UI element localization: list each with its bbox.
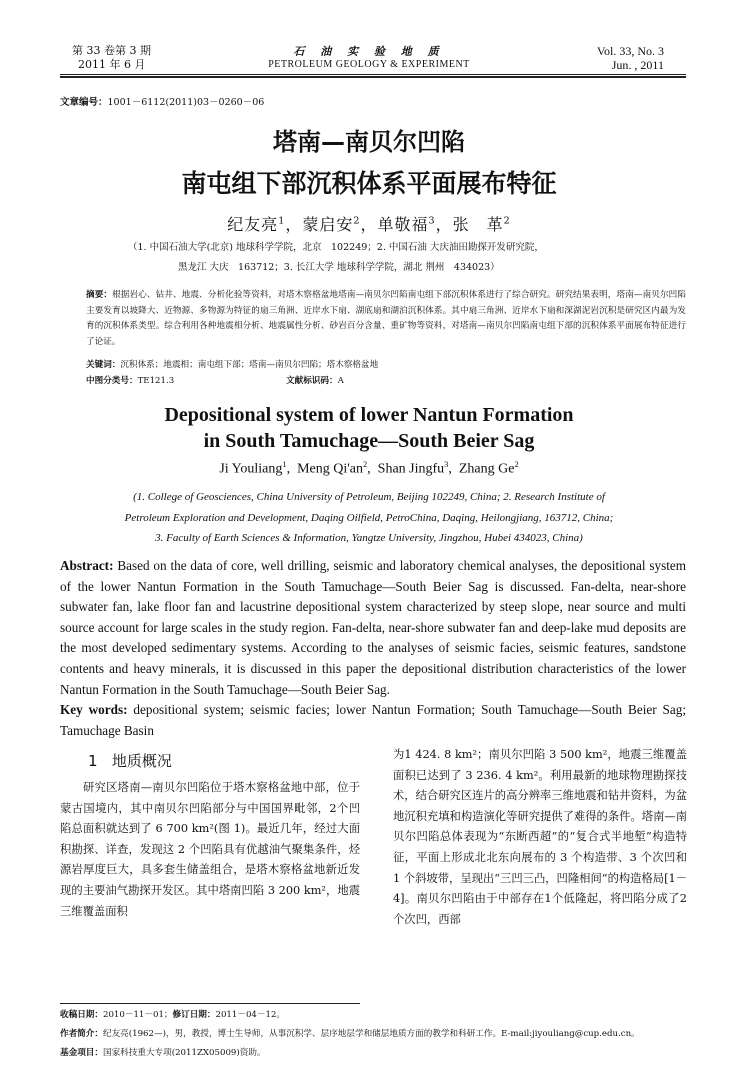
footnote-rule [60,1003,360,1004]
document-code-label: 文献标识码： [286,376,338,386]
author-en: Ji Youliang [219,461,283,477]
author-cn: 单敬福 [377,215,429,234]
section-number: 1 [88,752,98,770]
abstract-cn-label: 摘要： [86,290,113,300]
keywords-cn-label: 关键词： [86,360,121,370]
author-en: Shan Jingfu [377,461,445,477]
author-affil-sup: 2 [353,215,361,227]
author-affil-sup: 1 [278,215,286,227]
article-number-value: 1001－6112(2011)03－0260－06 [107,97,265,108]
clc-value: TE121.3 [137,376,175,386]
keywords-cn [86,358,686,374]
date-en: Jun. , 2011 [611,58,664,72]
section-title: 地质概况 [111,752,172,770]
author-affil-sup: 3 [428,215,436,227]
footnote-dates [60,1006,285,1025]
affiliation-cn-line2: 黑龙江 大庆 163712；3. 长江大学 地球科学学院，湖北 荆州 434023） [178,262,500,273]
author-en: Zhang Ge [458,461,515,477]
footnote-author [60,1025,640,1044]
volume-issue-cn: 第 33 卷第 3 期 [72,44,151,57]
body-column-left: 研究区塔南—南贝尔凹陷位于塔木察格盆地中部，位于蒙古国境内，其中南贝尔凹陷部分与中国国界毗邻，2个凹陷总面积就达到了 6 700 km²(图 1)。最近几年，经过大面积勘探、详查，发现这 2 个凹陷具有优越油气聚集条件，烃源岩厚度巨大，具多套生储盖组合，是塔木察格盆地新近发现的主要油气勘探开发区。其中塔南凹陷 3 200 km²，地震三维覆盖面积 [60,781,360,918]
author-affil-sup: 3 [444,460,449,469]
document-code-value: A [337,376,344,386]
clc-label: 中图分类号： [86,376,138,386]
header-rule [60,74,686,75]
author-bio-text: 纪友亮(1962—)，男，教授，博士生导师，从事沉积学、层序地层学和储层地质方面的教学和科研工作。E-mail:jiyouliang@cup.edu.cn。 [102,1029,640,1039]
title-cn-line2: 南屯组下部沉积体系平面展布特征 [181,169,557,198]
title-cn-line1: 塔南—南贝尔凹陷 [273,128,465,156]
authors-en: Ji Youliang$^1$, Meng $Qi'an^2$, Shan Jingfu$^3$, Zhang Ge$^2$ [219,460,519,477]
revised-date: 2011－04－12。 [215,1010,286,1020]
date-cn: 2011 年 6 月 [78,58,146,71]
section-heading [88,750,172,771]
affiliation-en-line2: Petroleum Exploration and Development, Daqing Oilfield, PetroChina, Daqing, Heilongjiang, 163712, China; [124,512,614,524]
author-affil-sup: 1 [282,460,287,469]
author-cn: 蒙启安 [302,215,354,234]
authors-cn: 纪友亮$^1$，蒙启安$^2$，单敬福$^3$，张 革$^2$ [227,215,511,234]
author-affil-sup: 2 [362,460,368,469]
received-date: 2010－11－01； [102,1010,173,1020]
affiliation-cn-line1: （1. 中国石油大学(北京) 地球科学学院，北京 102249；2. 中国石油 大庆油田勘探开发研究院， [128,242,544,253]
received-label: 收稿日期： [60,1010,103,1020]
author-bio-label: 作者简介： [60,1029,103,1039]
affiliation-en-line3: 3. Faculty of Earth Sciences & Information, Yangtze University, Jingzhou, Hubei 434023, China) [155,532,583,544]
author-en: Meng Qi'an [297,461,363,477]
volume-issue-en: Vol. 33, No. 3 [596,44,664,58]
footnote-fund [60,1044,266,1063]
article-number [60,94,264,108]
author-affil-sup: 2 [514,460,519,469]
revised-label: 修订日期： [172,1010,216,1020]
keywords-en [60,700,686,741]
header-rule-thick [60,76,686,78]
author-cn: 张 革 [452,215,504,234]
fund-label: 基金项目： [60,1048,103,1058]
journal-name-cn: 石 油 实 验 地 质 [293,45,445,58]
running-header-right [597,44,664,72]
body-column-right: 为1 424. 8 km²；南贝尔凹陷 3 500 km²，地震三维覆盖面积已达到了 3 236. 4 km²。利用最新的地球物理勘探技术，结合研究区连片的高分辨率三维地震和钻井资料，为盆地沉积充填和构造演化等研究提供了难得的条件。塔南—南贝尔凹陷总体表现为“东断西超”的“复合式半地堑”构造特征，平面上形成北北东向展布的 3 个构造带、3 个次凹和 1 个斜坡带，呈现出“三凹三凸，凹隆相间”的构造格局[1－4]。南贝尔凹陷由于中部存在1个低隆起，将凹陷分成了2个次凹，西部 [393,748,687,926]
abstract-en-label: Abstract: [60,558,114,573]
clc-number [86,374,174,390]
keywords-en-label: Key words: [60,702,128,717]
affiliation-en-line1: (1. College of Geosciences, China University of Petroleum, Beijing 102249, China; 2. Research Institute of [133,491,605,503]
title-en-line1: Depositional system of lower Nantun Formation [164,404,574,426]
keywords-en-text: depositional system; seismic facies; lower Nantun Formation; South Tamuchage—South Beier Sag; Tamuchage Basin [60,702,686,738]
abstract-cn-text: 根据岩心、钻井、地震、分析化验等资料，对塔木察格盆地塔南—南贝尔凹陷南屯组下部沉积体系进行了综合研究。研究结果表明，塔南—南贝尔凹陷主要发育以坡降大、近物源、多物源为特征的扇三角洲、近岸水下扇、湖底扇和湖泊沉积体系。其中扇三角洲、近岸水下扇和深湖泥岩沉积是研究区内最为发育的沉积体系类型。综合利用各种地震相分析、地震属性分析、砂岩百分含量、重矿物等资料，对塔南—南贝尔凹陷南屯组下部的沉积体系平面展布特征进行了论证。 [86,290,686,347]
abstract-cn [86,288,686,350]
journal-name-en: PETROLEUM GEOLOGY & EXPERIMENT [268,59,470,70]
fund-text: 国家科技重大专项(2011ZX05009)资助。 [102,1048,266,1058]
article-number-label: 文章编号： [60,97,108,108]
author-affil-sup: 2 [503,215,511,227]
abstract-en-text: Based on the data of core, well drilling, seismic and laboratory chemical analyses, the depositional system of the lower Nantun Formation in the South Tamuchage—South Beier Sag is discussed. Fan-delta, near-shore subwater fan, lake floor fan and lacustrine depositional system characterized by steep slope, near source and multi source account for large scales in the study region. Fan-delta, near-shore subwater fan and deep-lake mud deposits are the most developed sedimentary systems. According to the analyses of seismic facies, seismic features, sandstone contents and heavy minerals, it is discussed in this paper the depositional distribution characteristics of the lower Nantun Formation in the South Tamuchage—South Beier Sag. [60,558,686,697]
document-code [286,374,344,390]
abstract-en [60,556,686,700]
keywords-cn-text: 沉积体系；地震相；南屯组下部；塔南—南贝尔凹陷；塔木察格盆地 [120,360,379,370]
title-en-line2: in South Tamuchage—South Beier Sag [203,430,535,452]
author-cn: 纪友亮 [227,215,279,234]
